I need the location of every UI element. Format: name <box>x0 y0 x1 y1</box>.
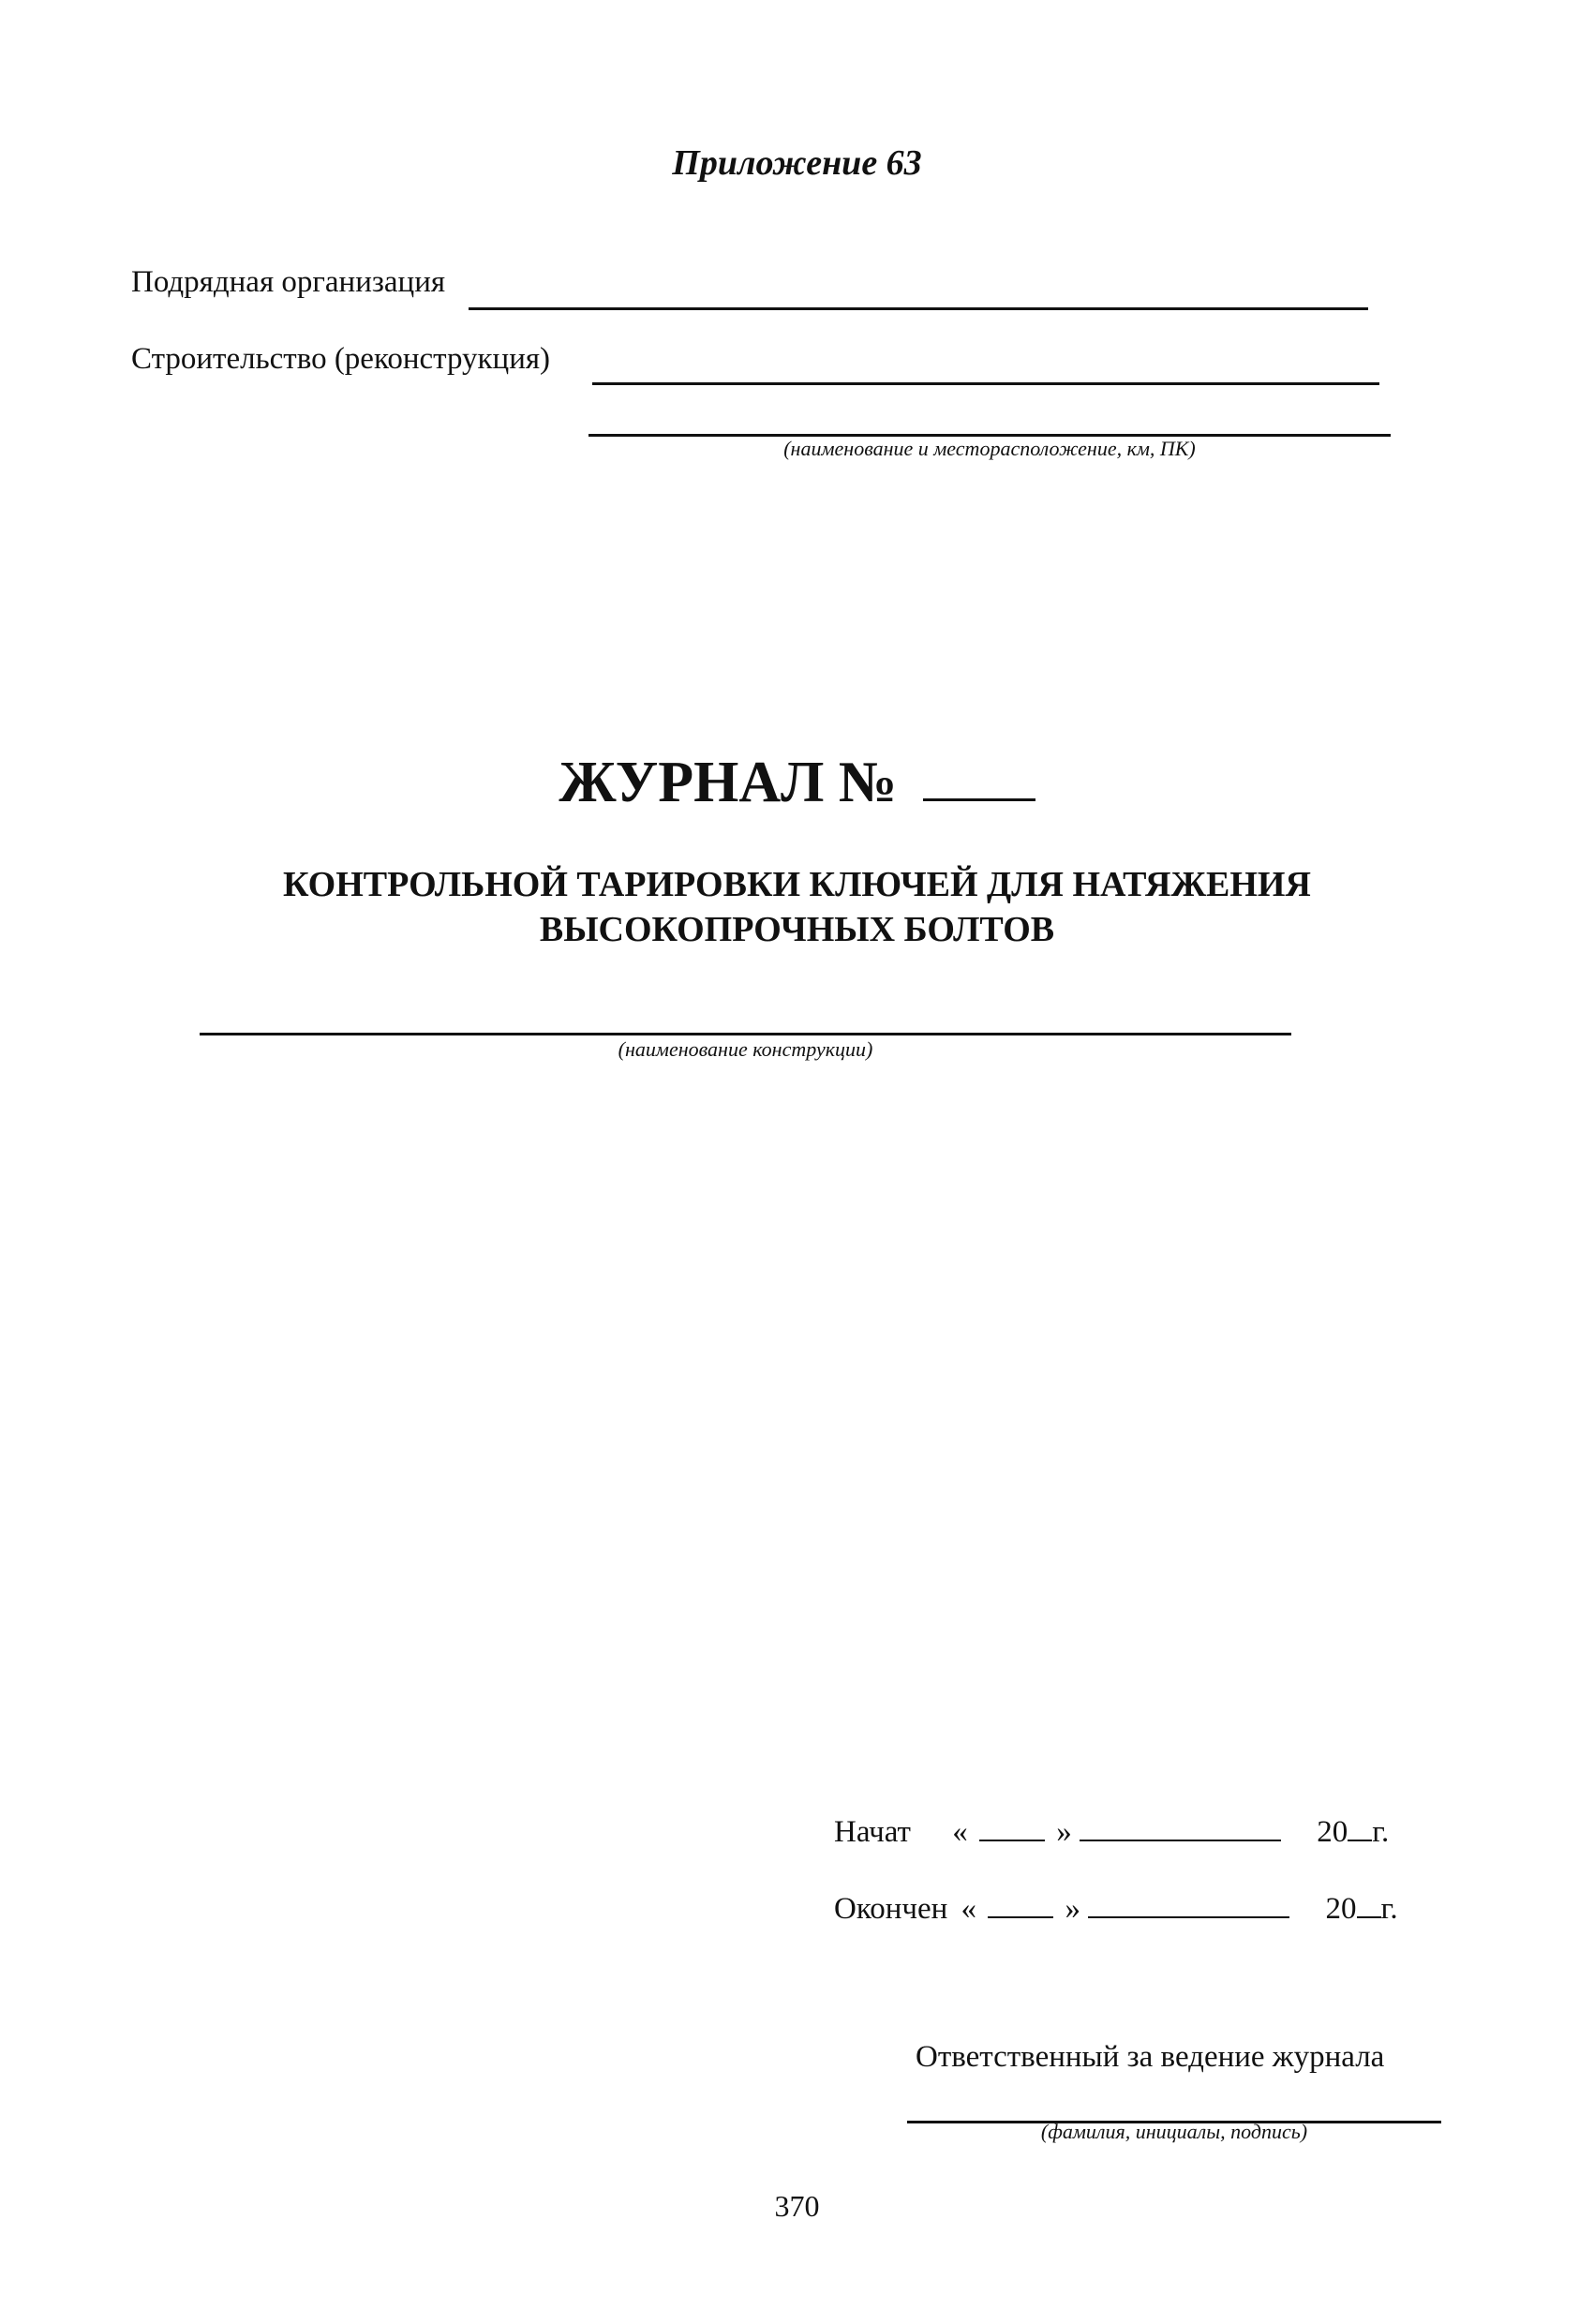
quote-open: « <box>961 1892 977 1926</box>
started-month-blank[interactable] <box>1080 1836 1281 1841</box>
journal-title <box>0 750 1594 816</box>
construction-label: Строительство (реконструкция) <box>131 342 551 376</box>
journal-number-blank[interactable] <box>923 789 1035 801</box>
journal-title-text: ЖУРНАЛ № <box>559 751 898 814</box>
finished-date-row <box>834 1892 1398 1927</box>
quote-close: » <box>1056 1815 1072 1849</box>
subtitle-line-1: КОНТРОЛЬНОЙ ТАРИРОВКИ КЛЮЧЕЙ ДЛЯ НАТЯЖЕНИЯ <box>283 865 1311 904</box>
journal-subtitle <box>0 862 1594 952</box>
finished-month-blank[interactable] <box>1088 1913 1289 1918</box>
year-suffix: г. <box>1372 1815 1390 1849</box>
contractor-label: Подрядная организация <box>131 265 446 299</box>
year-prefix: 20 <box>1325 1892 1357 1926</box>
structure-caption: (наименование конструкции) <box>618 1037 873 1061</box>
started-day-blank[interactable] <box>979 1836 1045 1841</box>
year-prefix: 20 <box>1317 1815 1348 1849</box>
construction-fill-line[interactable] <box>592 382 1379 385</box>
quote-close: » <box>1065 1892 1081 1926</box>
location-caption: (наименование и месторасположение, км, ПК) <box>783 437 1196 460</box>
finished-label: Окончен <box>834 1892 948 1926</box>
year-suffix: г. <box>1380 1892 1398 1926</box>
subtitle-line-2: ВЫСОКОПРОЧНЫХ БОЛТОВ <box>539 910 1055 949</box>
finished-year-blank[interactable] <box>1357 1913 1381 1918</box>
responsible-caption: (фамилия, инициалы, подпись) <box>1040 2120 1308 2143</box>
appendix-heading: Приложение 63 <box>672 143 922 183</box>
quote-open: « <box>952 1815 968 1849</box>
structure-fill-line[interactable] <box>200 1033 1291 1035</box>
contractor-fill-line[interactable] <box>469 307 1368 310</box>
started-year-blank[interactable] <box>1348 1836 1372 1841</box>
finished-day-blank[interactable] <box>988 1913 1053 1918</box>
page-number: 370 <box>774 2189 820 2223</box>
started-label: Начат <box>834 1815 911 1849</box>
responsible-label: Ответственный за ведение журнала <box>916 2040 1385 2074</box>
started-date-row <box>834 1815 1389 1850</box>
